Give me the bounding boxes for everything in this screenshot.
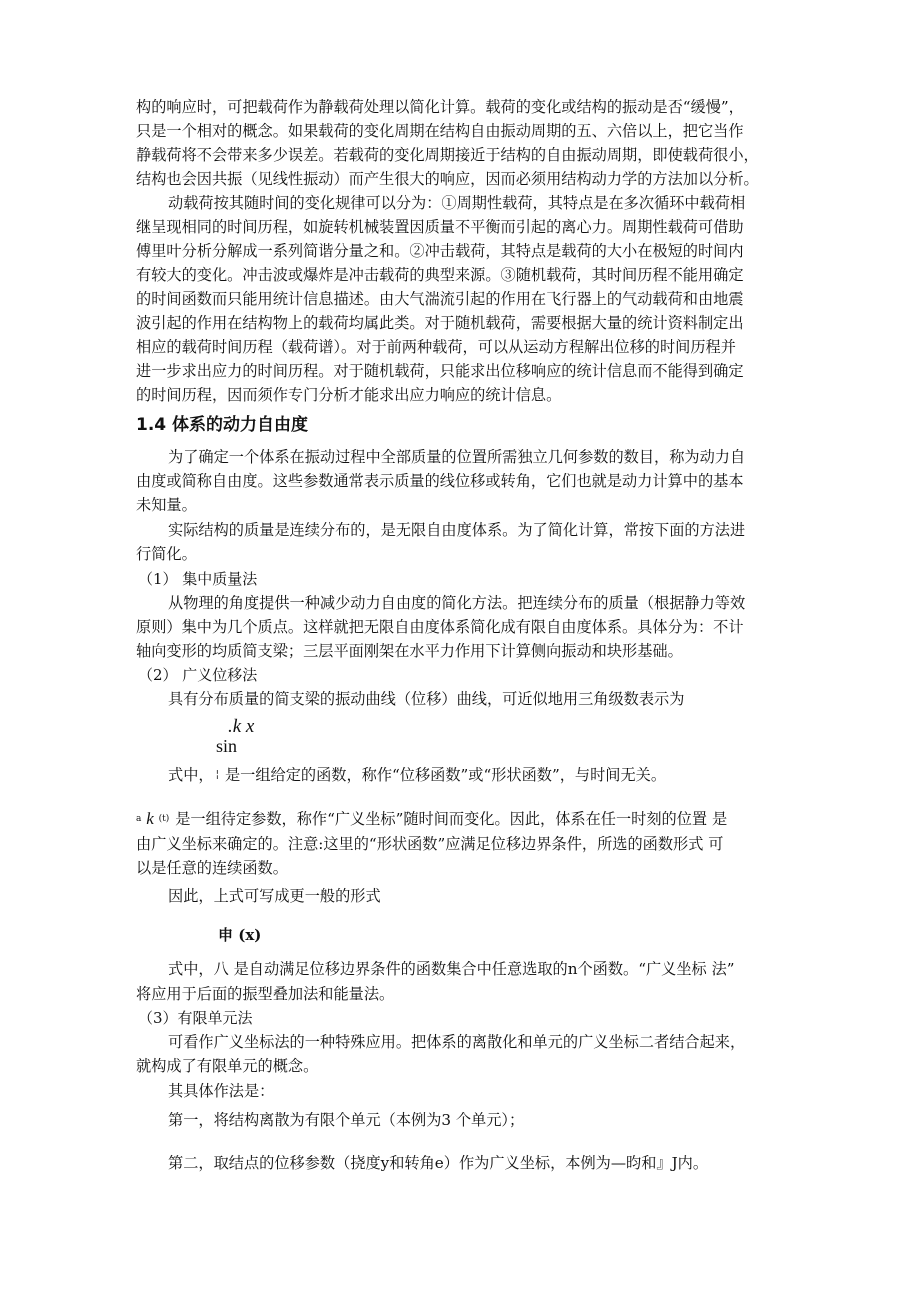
text-line: 的时间函数而只能用统计信息描述。由大气湍流引起的作用在飞行器上的气动载荷和由地震	[136, 290, 744, 308]
text-line: 轴向变形的均质简支梁；三层平面刚架在水平力作用下计算侧向振动和块形基础。	[136, 642, 683, 660]
text-line: 继呈现相同的时间历程，如旋转机械装置因质量不平衡而引起的离心力。周期性载荷可借助	[136, 218, 744, 236]
subsection-heading: （1） 集中质量法	[138, 570, 258, 588]
text-line: 原则）集中为几个质点。这样就把无限自由度体系简化成有限自由度体系。具体分为：不计	[136, 618, 744, 636]
text-span: 是一组待定参数，称作“广义坐标”随时间而变化。因此，体系在任一时刻的位置 是	[175, 810, 728, 828]
text-span: 是一组给定的函数，称作“位移函数”或“形状函数”，与时间无关。	[224, 766, 667, 784]
formula-a: a	[136, 814, 142, 824]
text-line: 以是任意的连续函数。	[136, 859, 288, 877]
formula-kx: .k x	[228, 716, 255, 737]
text-line: 将应用于后面的振型叠加法和能量法。	[136, 985, 395, 1003]
text-line: 动载荷按其随时间的变化规律可以分为：①周期性载荷，其特点是在多次循环中载荷相	[168, 194, 746, 212]
formula-k: k	[146, 809, 154, 828]
text-line: 就构成了有限单元的概念。	[136, 1057, 319, 1075]
formula-mark: ¦	[215, 769, 219, 780]
text-line: 波引起的作用在结构物上的载荷均属此类。对于随机载荷，需要根据大量的统计资料制定出	[136, 314, 744, 332]
text-line: 只是一个相对的概念。如果载荷的变化周期在结构自由振动周期的五、六倍以上，把它当作	[136, 122, 744, 140]
text-line: 相应的载荷时间历程（载荷谱）。对于前两种载荷，可以从运动方程解出位移的时间历程并	[136, 338, 736, 356]
formula-sin: sin	[216, 736, 238, 756]
text-line: 实际结构的质量是连续分布的，是无限自由度体系。为了简化计算，常按下面的方法进	[168, 521, 746, 539]
text-line	[168, 763, 666, 787]
text-line: 傅里叶分析分解成一系列简谐分量之和。②冲击载荷，其特点是载荷的大小在极短的时间内	[136, 242, 744, 260]
text-line: 静载荷将不会带来多少误差。若载荷的变化周期接近于结构的自由振动周期，即使载荷很小，	[136, 146, 759, 164]
text-line: 进一步求出应力的时间历程。对于随机载荷，只能求出位移响应的统计信息而不能得到确定	[136, 362, 744, 380]
text-line: 式中，八 是自动满足位移边界条件的函数集合中任意选取的n个函数。“广义坐标 法”	[168, 960, 735, 978]
text-line: 行简化。	[136, 545, 197, 563]
text-line: 具有分布质量的简支梁的振动曲线（位移）曲线，可近似地用三角级数表示为	[168, 690, 685, 708]
text-line: 的时间历程，因而须作专门分析才能求出应力响应的统计信息。	[136, 386, 562, 404]
text-line: 未知量。	[136, 496, 197, 514]
section-heading: 1.4 体系的动力自由度	[136, 415, 309, 435]
text-line: 第一，将结构离散为有限个单元（本例为3 个单元）；	[168, 1111, 525, 1129]
text-line: 由广义坐标来确定的。注意:这里的“形状函数”应满足位移边界条件，所选的函数形式 可	[136, 835, 724, 853]
text-line: 因此，上式可写成更一般的形式	[168, 887, 381, 905]
text-line: 有较大的变化。冲击波或爆炸是冲击载荷的典型来源。③随机载荷，其时间历程不能用确定	[136, 266, 744, 284]
text-span: 式中，	[168, 766, 214, 784]
text-line: 其具体作法是：	[168, 1082, 275, 1100]
text-line: 结构也会因共振（见线性振动）而产生很大的响应，因而必须用结构动力学的方法加以分析。	[136, 170, 759, 188]
formula-t: (t)	[158, 814, 170, 824]
formula-phi-x: 申 (x)	[218, 926, 262, 944]
subsection-heading: （3）有限单元法	[138, 1009, 253, 1027]
text-line: 由度或简称自由度。这些参数通常表示质量的线位移或转角，它们也就是动力计算中的基本	[136, 472, 744, 490]
text-line: 可看作广义坐标法的一种特殊应用。把体系的离散化和单元的广义坐标二者结合起来，	[168, 1033, 746, 1051]
text-line: 为了确定一个体系在振动过程中全部质量的位置所需独立几何参数的数目，称为动力自	[168, 448, 746, 466]
text-line: 构的响应时，可把载荷作为静载荷处理以简化计算。载荷的变化或结构的振动是否“缓慢”，	[136, 98, 744, 116]
text-line: 从物理的角度提供一种减少动力自由度的简化方法。把连续分布的质量（根据静力等效	[168, 594, 746, 612]
text-line: 第二，取结点的位移参数（挠度y和转角e）作为广义坐标，本例为—昀和』J内。	[168, 1154, 709, 1172]
text-line	[136, 807, 727, 831]
subsection-heading: （2） 广义位移法	[138, 666, 258, 684]
